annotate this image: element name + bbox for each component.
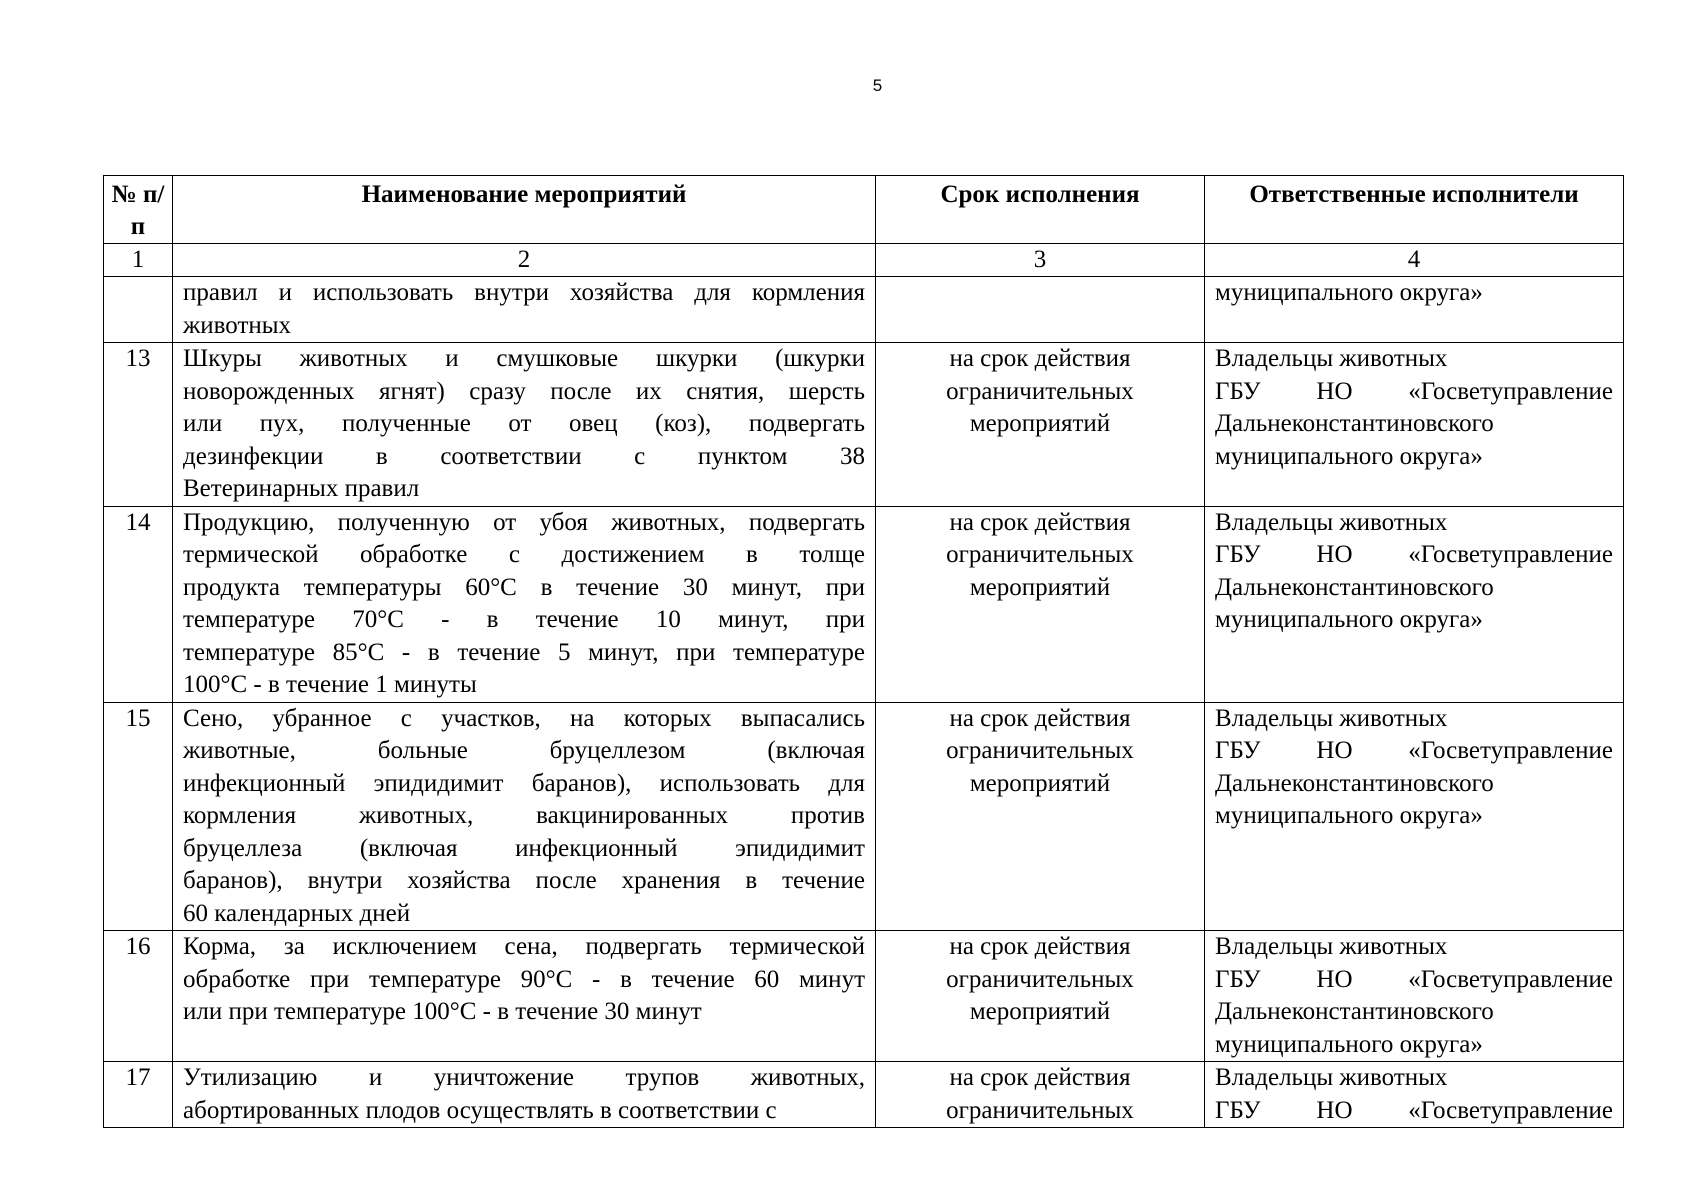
table-row [104,1062,1624,1128]
description-line: Корма, за исключением сена, подвергать термической [183,933,865,960]
table-row [104,702,1624,931]
measure-deadline [876,1062,1205,1128]
description-line: правил и использовать внутри хозяйства для кормления [183,279,865,306]
row-number: 17 [104,1062,173,1128]
measure-responsible [1205,1062,1624,1128]
deadline-line: на срок действия [949,704,1131,732]
description-line: Шкуры животных и смушковые шкурки (шкурки [183,345,865,372]
table-header-row [104,176,1624,244]
measure-responsible [1205,343,1624,507]
table-row [104,931,1624,1062]
description-line: инфекционный эпидидимит баранов), использовать для [183,769,865,797]
measure-deadline [876,343,1205,507]
measure-description [173,931,876,1062]
description-line: или пух, полученные от овец (коз), подвергать [183,410,865,437]
deadline-line: на срок действия [949,508,1131,536]
responsible-line: Владельцы животных [1215,508,1448,536]
measure-description [173,702,876,931]
deadline-line: мероприятий [969,769,1111,797]
header-number: № п/п [104,176,173,244]
responsible-line: ГБУ НО «Госветуправление [1215,377,1613,405]
row-number: 16 [104,931,173,1062]
description-line: животных [183,311,292,339]
measure-deadline [876,931,1205,1062]
measure-responsible [1205,277,1624,343]
deadline-line: ограничительных [946,1096,1134,1124]
description-line: новорожденных ягнят) сразу после их снятия, шерсть [183,377,865,405]
responsible-line: муниципального округа» [1215,802,1483,829]
description-line: дезинфекции в соответствии с пунктом 38 [183,442,865,470]
column-number-row [104,244,1624,277]
measure-responsible [1205,931,1624,1062]
measure-description [173,1062,876,1128]
measure-deadline [876,506,1205,702]
responsible-line: Дальнеконстантиновского [1215,573,1494,601]
responsible-line: муниципального округа» [1215,606,1483,633]
column-number: 1 [104,244,173,277]
table-row [104,506,1624,702]
header-deadline: Срок исполнения [876,176,1205,244]
responsible-line: Владельцы животных [1215,933,1448,960]
deadline-line: мероприятий [969,573,1111,601]
description-line: Сено, убранное с участков, на которых выпасались [183,704,865,732]
responsible-line: Дальнеконстантиновского [1215,769,1494,797]
description-line: или при температуре 100°С - в течение 30 минут [183,998,702,1025]
header-responsible: Ответственные исполнители [1205,176,1624,244]
responsible-line: Дальнеконстантиновского [1215,998,1494,1025]
row-number: 15 [104,702,173,931]
row-number [104,277,173,343]
measure-description [173,343,876,507]
header-measure-name: Наименование мероприятий [173,176,876,244]
measure-responsible [1205,702,1624,931]
deadline-line: мероприятий [969,998,1111,1025]
responsible-line: ГБУ НО «Госветуправление [1215,737,1613,764]
description-line: баранов), внутри хозяйства после хранения в течение [183,867,865,894]
description-line: бруцеллеза (включая инфекционный эпидидимит [183,834,865,862]
measure-deadline [876,277,1205,343]
responsible-line: муниципального округа» [1215,442,1483,470]
row-number: 14 [104,506,173,702]
description-line: 60 календарных дней [183,899,411,927]
responsible-line: ГБУ НО «Госветуправление [1215,541,1613,568]
description-line: кормления животных, вакцинированных против [183,802,865,829]
table-row [104,343,1624,507]
deadline-line: ограничительных [946,541,1134,568]
column-number: 4 [1205,244,1624,277]
description-line: термической обработке с достижением в толще [183,541,865,568]
description-line: обработке при температуре 90°С - в течение 60 минут [183,965,865,993]
responsible-line: муниципального округа» [1215,279,1483,306]
column-number: 3 [876,244,1205,277]
description-line: Продукцию, полученную от убоя животных, подвергать [183,508,865,536]
description-line: Утилизацию и уничтожение трупов животных, [183,1064,865,1091]
page-number: 5 [872,76,883,95]
description-line: животные, больные бруцеллезом (включая [183,737,865,764]
responsible-line: ГБУ НО «Госветуправление [1215,1096,1613,1124]
measure-deadline [876,702,1205,931]
measure-description [173,506,876,702]
responsible-line: Дальнеконстантиновского [1215,410,1494,437]
responsible-line: Владельцы животных [1215,704,1448,732]
deadline-line: ограничительных [946,377,1134,405]
row-number: 13 [104,343,173,507]
column-number: 2 [173,244,876,277]
description-line: продукта температуры 60°С в течение 30 минут, при [183,573,865,601]
responsible-line: Владельцы животных [1215,345,1448,372]
deadline-line: ограничительных [946,737,1134,764]
description-line: абортированных плодов осуществлять в соответствии с [183,1096,777,1124]
deadline-line: мероприятий [969,410,1111,437]
deadline-line: на срок действия [949,933,1131,960]
description-line: температуре 70°С - в течение 10 минут, при [183,606,865,633]
deadline-line: на срок действия [949,345,1131,372]
responsible-line: ГБУ НО «Госветуправление [1215,965,1613,993]
measure-description [173,277,876,343]
deadline-line: ограничительных [946,965,1134,993]
description-line: Ветеринарных правил [183,475,420,502]
description-line: 100°С - в течение 1 минуты [183,671,477,698]
responsible-line: муниципального округа» [1215,1030,1483,1058]
responsible-line: Владельцы животных [1215,1064,1448,1091]
measure-responsible [1205,506,1624,702]
table-row [104,277,1624,343]
description-line: температуре 85°С - в течение 5 минут, при температуре [183,638,865,666]
deadline-line: на срок действия [949,1064,1131,1091]
measures-table [103,175,1624,1128]
